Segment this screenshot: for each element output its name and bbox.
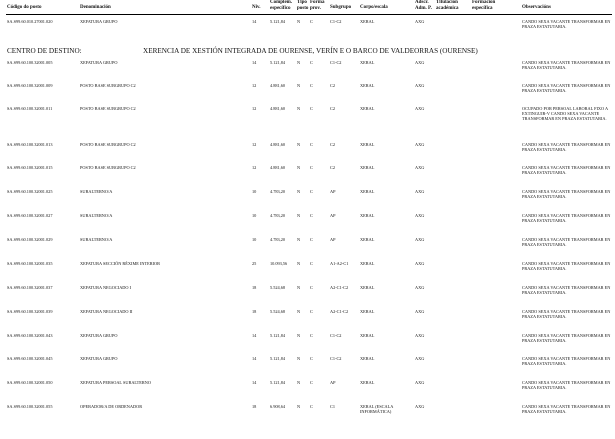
row-tipo: N (297, 404, 301, 409)
row-name: XEFATURA GRUPO (80, 356, 118, 361)
row-subgrupo: C1-C2 (330, 19, 342, 24)
row-code: SA.S99.60.100.32001.027 (7, 213, 53, 218)
row-corpo: XERAL (360, 309, 375, 314)
row-forma: C (310, 213, 313, 218)
row-adscr: AXG (415, 404, 425, 409)
row-level: 12 (252, 83, 257, 88)
row-tipo: N (297, 356, 301, 361)
row-forma: C (310, 165, 313, 170)
row-observacions: CANDO SEXA VACANTE TRANSFORMAR EN PRAZA ESTATUTARIA. (522, 19, 611, 29)
row-corpo: XERAL (360, 189, 375, 194)
row-level: 10 (252, 213, 257, 218)
row-code: SA.S99.60.100.32001.043 (7, 333, 53, 338)
row-forma: C (310, 380, 313, 385)
row-forma: C (310, 285, 313, 290)
row-adscr: AXG (415, 142, 425, 147)
row-complement: 10.093,56 (270, 261, 288, 266)
row-observacions: CANDO SEXA VACANTE TRANSFORMAR EN PRAZA ESTATUTARIA. (522, 189, 611, 199)
header-tipo-2: posto (297, 5, 309, 11)
row-corpo: XERAL (360, 106, 375, 111)
row-tipo: N (297, 165, 301, 170)
row-subgrupo: C1-C2 (330, 356, 342, 361)
row-observacions: CANDO SEXA VACANTE TRANSFORMAR EN PRAZA ESTATUTARIA. (522, 60, 611, 70)
row-tipo: N (297, 60, 301, 65)
row-subgrupo: AP (330, 213, 336, 218)
row-name: SUBALTERNO/A (80, 189, 113, 194)
row-adscr: AXG (415, 106, 425, 111)
row-code: SA.S99.60.100.32001.045 (7, 356, 53, 361)
row-complement: 5.121,84 (270, 356, 286, 361)
row-adscr: AXG (415, 165, 425, 170)
row-name: POSTO BASE SUBGRUPO C2 (80, 106, 136, 111)
row-code: SA.S99.60.010.27001.020 (7, 19, 53, 24)
row-forma: C (310, 60, 313, 65)
row-level: 12 (252, 142, 257, 147)
row-code: SA.S99.60.100.32001.029 (7, 237, 53, 242)
row-corpo: XERAL (360, 83, 375, 88)
header-adscr-1: Adscr. (415, 0, 429, 5)
row-forma: C (310, 309, 313, 314)
row-corpo: XERAL (360, 237, 375, 242)
row-adscr: AXG (415, 60, 425, 65)
row-name: POSTO BASE SUBGRUPO C2 (80, 83, 136, 88)
row-adscr: AXG (415, 380, 425, 385)
row-forma: C (310, 142, 313, 147)
row-forma: C (310, 333, 313, 338)
row-name: XEFATURA GRUPO (80, 333, 118, 338)
row-forma: C (310, 237, 313, 242)
row-code: SA.S99.60.100.32001.015 (7, 165, 53, 170)
row-code: SA.S99.60.100.32001.037 (7, 285, 53, 290)
header-codigo: Código do posto (7, 5, 42, 10)
row-code: SA.S99.60.100.32001.005 (7, 60, 53, 65)
row-forma: C (310, 404, 313, 409)
row-code: SA.S99.60.100.32001.011 (7, 106, 53, 111)
header-forma-1: Forma (310, 0, 325, 5)
row-adscr: AXG (415, 237, 425, 242)
row-complement: 4.881,60 (270, 165, 286, 170)
row-code: SA.S99.60.100.32001.009 (7, 83, 53, 88)
row-code: SA.S99.60.100.32001.050 (7, 380, 53, 385)
row-level: 10 (252, 237, 257, 242)
row-forma: C (310, 106, 313, 111)
row-code: SA.S99.60.100.32001.013 (7, 142, 53, 147)
row-corpo: XERAL (360, 165, 375, 170)
row-subgrupo: C2 (330, 83, 336, 88)
row-subgrupo: AP (330, 237, 336, 242)
header-forma-2: prov. (310, 5, 321, 11)
row-tipo: N (297, 142, 301, 147)
row-observacions: CANDO SEXA VACANTE TRANSFORMAR EN PRAZA ESTATUTARIA. (522, 285, 611, 295)
row-subgrupo: C1 (330, 404, 336, 409)
row-complement: 4.881,60 (270, 142, 286, 147)
row-subgrupo: AP (330, 189, 336, 194)
row-name: XEFATURA SECCIÓN RÉXIME INTERIOR (80, 261, 161, 266)
row-forma: C (310, 83, 313, 88)
row-corpo: XERAL (360, 356, 375, 361)
row-level: 14 (252, 60, 257, 65)
row-level: 14 (252, 380, 257, 385)
section-heading (0, 47, 615, 57)
row-subgrupo: C2 (330, 142, 336, 147)
header-complem-2: específico (270, 5, 291, 11)
row-complement: 5.121,84 (270, 60, 286, 65)
row-corpo: XERAL (360, 285, 375, 290)
row-level: 18 (252, 285, 257, 290)
row-observacions: CANDO SEXA VACANTE TRANSFORMAR EN PRAZA ESTATUTARIA. (522, 380, 611, 390)
row-observacions: CANDO SEXA VACANTE TRANSFORMAR EN PRAZA ESTATUTARIA. (522, 356, 611, 366)
header-formacion-1: Formación (472, 0, 496, 5)
header-formacion-2: específica (472, 5, 493, 11)
row-observacions: CANDO SEXA VACANTE TRANSFORMAR EN PRAZA ESTATUTARIA. (522, 83, 611, 93)
row-name: XEFATURA PERSOAL SUBALTERNO (80, 380, 151, 385)
row-complement: 4.881,60 (270, 83, 286, 88)
row-complement: 4.783,20 (270, 213, 286, 218)
row-observacions: CANDO SEXA VACANTE TRANSFORMAR EN PRAZA ESTATUTARIA. (522, 165, 611, 175)
row-name: XEFATURA NEGOCIADO II (80, 309, 133, 314)
header-tipo-1: Tipo (297, 0, 307, 5)
row-adscr: AXG (415, 309, 425, 314)
row-name: SUBALTERNO/A (80, 213, 113, 218)
row-subgrupo: A1-A2-C1 (330, 261, 349, 266)
row-adscr: AXG (415, 83, 425, 88)
row-forma: C (310, 356, 313, 361)
header-observacions: Observacións (522, 5, 551, 10)
row-observacions: CANDO SEXA VACANTE TRANSFORMAR EN PRAZA ESTATUTARIA. (522, 333, 611, 343)
row-forma: C (310, 189, 313, 194)
row-tipo: N (297, 380, 301, 385)
row-observacions: CANDO SEXA VACANTE TRANSFORMAR EN PRAZA ESTATUTARIA. (522, 237, 611, 247)
row-tipo: N (297, 237, 301, 242)
row-tipo: N (297, 285, 301, 290)
row-name: SUBALTERNO/A (80, 237, 113, 242)
row-corpo: XERAL (360, 19, 375, 24)
row-name: XEFATURA GRUPO (80, 60, 118, 65)
row-forma: C (310, 19, 313, 24)
row-adscr: AXG (415, 213, 425, 218)
row-observacions: CANDO SEXA VACANTE TRANSFORMAR EN PRAZA ESTATUTARIA. (522, 404, 611, 414)
row-level: 14 (252, 356, 257, 361)
row-observacions: CANDO SEXA VACANTE TRANSFORMAR EN PRAZA ESTATUTARIA. (522, 309, 611, 319)
row-tipo: N (297, 261, 301, 266)
header-subgrupo: Subgrupo (330, 5, 352, 10)
row-level: 18 (252, 404, 257, 409)
row-observacions: CANDO SEXA VACANTE TRANSFORMAR EN PRAZA ESTATUTARIA. (522, 261, 611, 271)
header-divider (6, 14, 612, 15)
row-name: OPERADOR/A DE ORDENADOR (80, 404, 143, 409)
row-adscr: AXG (415, 189, 425, 194)
header-titulacion: Titulación académica (436, 0, 459, 11)
row-complement: 5.121,84 (270, 333, 286, 338)
row-adscr: AXG (415, 285, 425, 290)
row-subgrupo: A2-C1-C2 (330, 285, 349, 290)
row-subgrupo: C2 (330, 165, 336, 170)
header-complem-1: Complem. (270, 0, 293, 5)
row-code: SA.S99.60.100.32001.025 (7, 189, 53, 194)
row-corpo: XERAL (360, 261, 375, 266)
row-code: SA.S99.60.100.32001.039 (7, 309, 53, 314)
row-subgrupo: AP (330, 380, 336, 385)
row-tipo: N (297, 309, 301, 314)
row-subgrupo: C2 (330, 106, 336, 111)
section-value: XERENCIA DE XESTIÓN INTEGRADA DE OURENSE, VERÍN E O BARCO DE VALDEORRAS (OURENSE) (143, 47, 478, 55)
row-level: 12 (252, 106, 257, 111)
row-complement: 4.783,20 (270, 237, 286, 242)
row-corpo: XERAL (ESCALA INFORMÁTICA) (360, 404, 394, 414)
row-tipo: N (297, 213, 301, 218)
row-subgrupo: C1-C2 (330, 60, 342, 65)
row-corpo: XERAL (360, 213, 375, 218)
row-observacions: CANDO SEXA VACANTE TRANSFORMAR EN PRAZA ESTATUTARIA. (522, 213, 611, 223)
row-level: 10 (252, 189, 257, 194)
row-name: POSTO BASE SUBGRUPO C2 (80, 165, 136, 170)
row-level: 14 (252, 333, 257, 338)
row-adscr: AXG (415, 333, 425, 338)
section-label: CENTRO DE DESTINO: (7, 47, 82, 55)
row-complement: 5.524,68 (270, 309, 286, 314)
row-name: XEFATURA NEGOCIADO I (80, 285, 132, 290)
row-name: POSTO BASE SUBGRUPO C2 (80, 142, 136, 147)
row-complement: 4.783,20 (270, 189, 286, 194)
row-tipo: N (297, 83, 301, 88)
row-level: 25 (252, 261, 257, 266)
row-complement: 6.908,64 (270, 404, 286, 409)
header-corpo: Corpo/escala (360, 5, 388, 10)
row-level: 14 (252, 19, 257, 24)
table-header (0, 0, 615, 14)
row-code: SA.S99.60.100.32001.035 (7, 261, 53, 266)
row-tipo: N (297, 189, 301, 194)
row-corpo: XERAL (360, 142, 375, 147)
row-subgrupo: A2-C1-C2 (330, 309, 349, 314)
header-adscr-2: Adm. P. (415, 5, 432, 11)
row-adscr: AXG (415, 19, 425, 24)
row-complement: 5.121,84 (270, 19, 286, 24)
row-tipo: N (297, 106, 301, 111)
row-level: 18 (252, 309, 257, 314)
header-denominacion: Denominación (80, 5, 111, 10)
row-adscr: AXG (415, 261, 425, 266)
row-corpo: XERAL (360, 333, 375, 338)
row-complement: 5.524,68 (270, 285, 286, 290)
header-niv: Niv. (252, 5, 261, 10)
row-name: XEFATURA GRUPO (80, 19, 118, 24)
row-corpo: XERAL (360, 380, 375, 385)
row-observacions: CANDO SEXA VACANTE TRANSFORMAR EN PRAZA ESTATUTARIA. (522, 142, 611, 152)
row-level: 12 (252, 165, 257, 170)
row-forma: C (310, 261, 313, 266)
row-observacions: OCUPADO POR PERSOAL LABORAL FIXO A EXTINGUIR-V CANDO SEXA VACANTE TRANSFORMAR EN PRAZA ESTATUTARIA. (522, 106, 608, 121)
row-subgrupo: C1-C2 (330, 333, 342, 338)
row-code: SA.S99.60.100.32001.055 (7, 404, 53, 409)
row-complement: 5.121,84 (270, 380, 286, 385)
row-tipo: N (297, 19, 301, 24)
row-adscr: AXG (415, 356, 425, 361)
row-corpo: XERAL (360, 60, 375, 65)
row-tipo: N (297, 333, 301, 338)
row-complement: 4.881,60 (270, 106, 286, 111)
